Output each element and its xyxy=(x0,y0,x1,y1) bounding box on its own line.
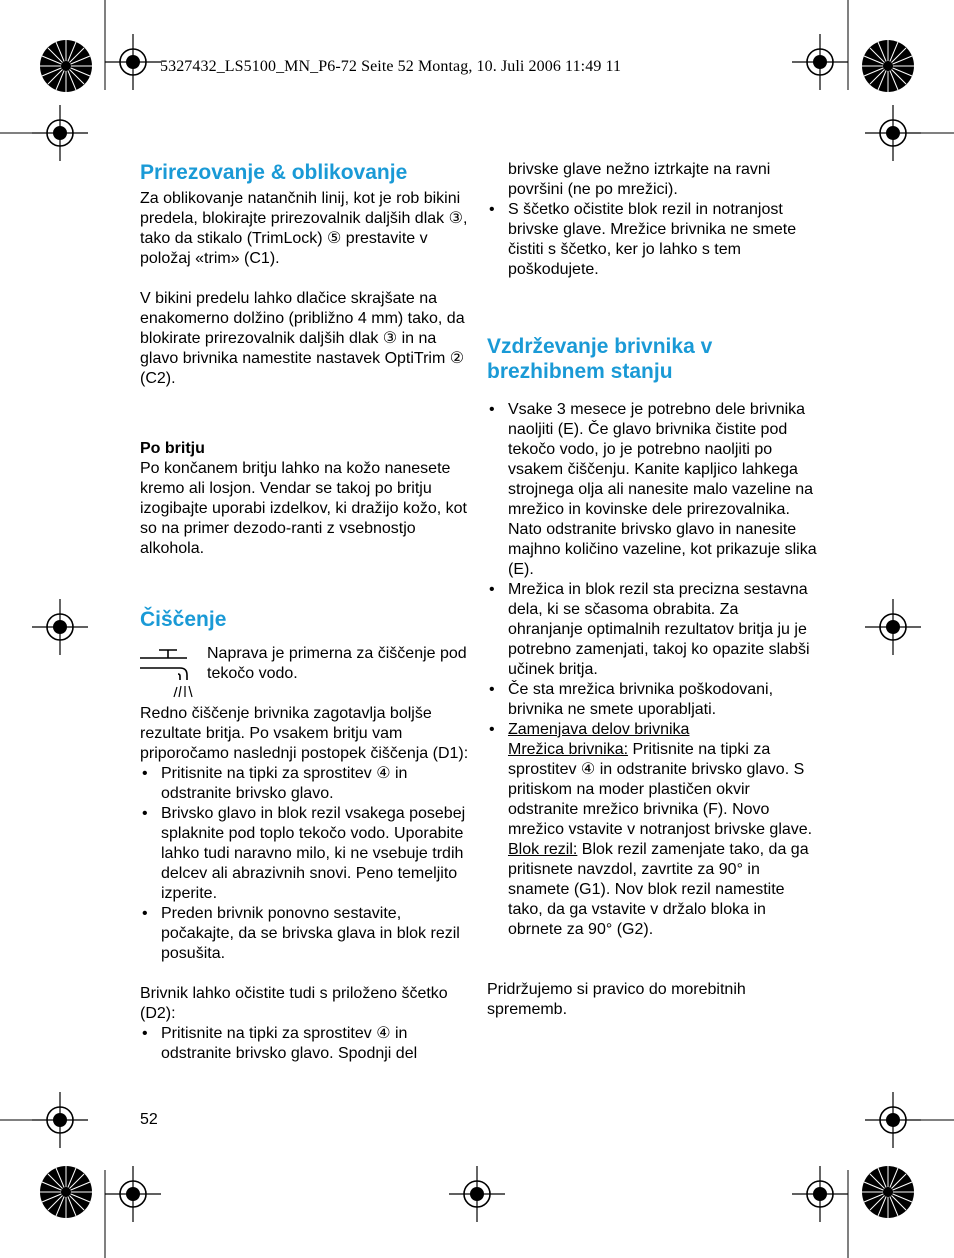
paragraph-cleaning: Redno čiščenje brivnika zagotavlja boljše rezultate britja. Po vsakem britju vam priporočamo naslednji postopek čiščenja (D1): xyxy=(140,705,469,762)
maintenance-list xyxy=(487,400,817,940)
left-column xyxy=(140,160,470,1064)
registration-mark-top-left xyxy=(105,34,161,90)
print-header: 5327432_LS5100_MN_P6-72 Seite 52 Montag, 10. Juli 2006 11:49 11 xyxy=(160,58,622,75)
registration-mark-top-right xyxy=(792,34,848,90)
cutter-label: Blok rezil: xyxy=(508,841,578,858)
cutter-text: Blok rezil zamenjate tako, da ga pritisnete navzdol, zavrtite za 90° in snamete (G1). Nov blok rezil namestite tako, da ga vstavite v držalo bloka in obrnete za 90° (G2). xyxy=(508,841,809,938)
reservation-note: Pridržujemo si pravico do morebitnih sprememb. xyxy=(487,981,746,1018)
registration-star-top-right xyxy=(862,40,914,92)
registration-star-bottom-right xyxy=(862,1166,914,1218)
right-column xyxy=(487,160,817,1020)
heading-maintenance: Vzdrževanje brivnika v brezhibnem stanju xyxy=(487,335,713,383)
page-number: 52 xyxy=(140,1111,158,1128)
list-item: • Pritisnite na tipki za sprostitev ④ in odstranite brivsko glavo. xyxy=(140,764,470,804)
heading-cleaning: Čiščenje xyxy=(140,608,227,631)
list-item: • Preden brivnik ponovno sestavite, počakajte, da se brivska glava in blok rezil posušita. xyxy=(140,904,470,964)
registration-star-bottom-left xyxy=(40,1166,92,1218)
list-item: • Brivsko glavo in blok rezil vsakega posebej splaknite pod toplo tekočo vodo. Uporabite lahko tudi naravno milo, ki ne vsebuje trdih delcev ali abrazivnih snovi. Peno temeljito izperite. xyxy=(140,804,470,904)
list-item: • Vsake 3 mesece je potrebno dele brivnika naoljiti (E). Če glavo brivnika čistite pod tekočo vodo, jo je potrebno naoljiti po vsakem čiščenju. Kanite kapljico lahkega strojnega olja ali nanesite malo vazeline na mrežico in kovinske dele prirezovalnika. Nato odstranite brivsko glavo in nanesite majhno količino vazeline, kot prikazuje slika (E). xyxy=(487,400,817,580)
registration-mark-bottom-left xyxy=(105,1166,161,1222)
registration-mark-left-middle xyxy=(32,599,88,655)
foil-label: Mrežica brivnika: xyxy=(508,741,629,758)
paragraph-after-shaving: Po končanem britju lahko na kožo nanesete kremo ali losjon. Vendar se takoj po britju izogibajte uporabi izdelkov, ki dražijo kožo, kot so na primer dezodo-ranti z vsebnostjo alkohola. xyxy=(140,460,467,557)
paragraph-trim-1: Za oblikovanje natančnih linij, kot je rob bikini predela, blokirajte prirezovalnik daljših dlak ③, tako da stikalo (TrimLock) ⑤ prestavite v položaj «trim» (C1). xyxy=(140,190,468,267)
registration-mark-left-lower xyxy=(32,1092,88,1148)
paragraph-trim-2: V bikini predelu lahko dlačice skrajšate na enakomerno dolžino (približno 4 mm) tako, da blokirate prirezovalnik daljših dlak ③ in na glavo brivnika namestite nastavek OptiTrim ② (C2). xyxy=(140,290,465,387)
registration-mark-right-lower xyxy=(865,1092,921,1148)
list-item-continuation: brivske glave nežno iztrkajte na ravni površini (ne po mrežici). xyxy=(508,161,771,198)
registration-mark-left-upper xyxy=(32,105,88,161)
replacement-title: Zamenjava delov brivnika xyxy=(508,721,690,738)
cleaning-steps xyxy=(140,764,470,964)
list-item-replacement xyxy=(487,720,817,940)
paragraph-brush: Brivnik lahko očistite tudi s priloženo ščetko (D2): xyxy=(140,985,448,1022)
list-item: • S ščetko očistite blok rezil in notranjost brivske glave. Mrežice brivnika ne smete čistiti s ščetko, ker jo lahko s tem poškodujete. xyxy=(487,200,817,280)
heading-trimming: Prirezovanje & oblikovanje xyxy=(140,161,408,184)
brush-steps-continued xyxy=(487,200,817,280)
registration-mark-bottom-center xyxy=(449,1166,505,1222)
list-item: • Pritisnite na tipki za sprostitev ④ in odstranite brivsko glavo. Spodnji del xyxy=(140,1024,470,1064)
water-cleaning-note xyxy=(140,644,470,704)
registration-mark-bottom-right xyxy=(792,1166,848,1222)
list-item: • Če sta mrežica brivnika poškodovani, brivnika ne smete uporabljati. xyxy=(487,680,817,720)
list-item: • Mrežica in blok rezil sta precizna sestavna dela, ki se sčasoma obrabita. Za ohranjanje optimalnih rezultatov britja ju je potrebno zamenjati, takoj ko opazite slabši učinek britja. xyxy=(487,580,817,680)
water-note-text: Naprava je primerna za čiščenje pod tekočo vodo. xyxy=(207,645,467,682)
subheading-after-shaving: Po britju xyxy=(140,440,205,457)
foil-text: Pritisnite na tipki za sprostitev ④ in odstranite brivsko glavo. S pritiskom na moder plastičen okvir odstranite mrežico brivnika (F). Novo mrežico vstavite v notranjost brivske glave. xyxy=(508,741,813,838)
registration-mark-right-upper xyxy=(865,105,921,161)
water-tap-icon xyxy=(140,646,196,698)
registration-mark-right-middle xyxy=(865,599,921,655)
brush-steps xyxy=(140,1024,470,1064)
registration-star-top-left xyxy=(40,40,92,92)
